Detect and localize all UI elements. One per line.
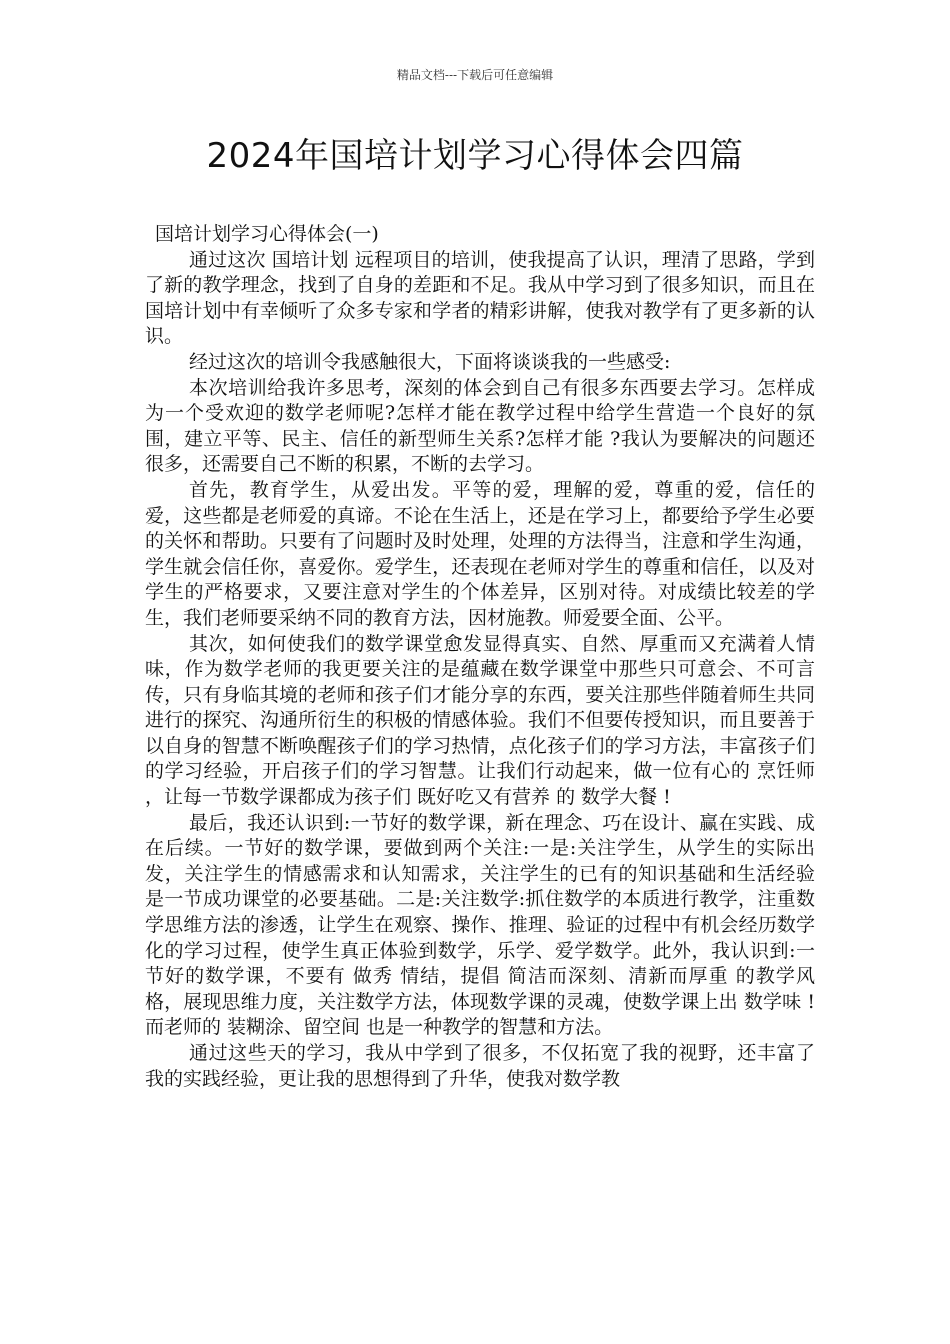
- paragraph: 通过这次 国培计划 远程项目的培训，使我提高了认识，理清了思路，学到了新的教学理念，找到了自身的差距和不足。我从中学习到了很多知识，而且在国培计划中有幸倾听了众多专家和学者的精彩讲解，使我对教学有了更多新的认识。: [145, 248, 815, 348]
- paragraph: 最后，我还认识到:一节好的数学课，新在理念、巧在设计、赢在实践、成在后续。一节好的数学课，要做到两个关注:一是:关注学生，从学生的实际出发，关注学生的情感需求和认知需求，关注学生的已有的知识基础和生活经验 是一节成功课堂的必要基础。二是:关注数学:抓住数学的本质进行教学，注重数学思维方法的渗透，让学生在观察、操作、推理、验证的过程中有机会经历数学化的学习过程，使学生真正体验到数学，乐学、爱学数学。此外，我认识到:一节好的数学课，不要有 做秀 情结，提倡 简洁而深刻、清新而厚重 的教学风格，展现思维力度，关注数学方法，体现数学课的灵魂，使数学课上出 数学味 !而老师的 装糊涂、留空间 也是一种教学的智慧和方法。: [145, 811, 815, 1039]
- paragraph: 其次，如何使我们的数学课堂愈发显得真实、自然、厚重而又充满着人情味，作为数学老师的我更要关注的是蕴藏在数学课堂中那些只可意会、不可言传，只有身临其境的老师和孩子们才能分享的东西，要关注那些伴随着师生共同进行的探究、沟通所衍生的积极的情感体验。我们不但要传授知识，而且要善于以自身的智慧不断唤醒孩子们的学习热情，点化孩子们的学习方法，丰富孩子们的学习经验，开启孩子们的学习智慧。让我们行动起来，做一位有心的 烹饪师 ，让每一节数学课都成为孩子们 既好吃又有营养 的 数学大餐 !: [145, 632, 815, 809]
- document-body: [145, 222, 815, 1092]
- paragraph: 通过这些天的学习，我从中学到了很多，不仅拓宽了我的视野，还丰富了我的实践经验，更让我的思想得到了升华，使我对数学教: [145, 1042, 815, 1090]
- paragraph: 本次培训给我许多思考，深刻的体会到自己有很多东西要去学习。怎样成为一个受欢迎的数学老师呢?怎样才能在教学过程中给学生营造一个良好的氛围，建立平等、民主、信任的新型师生关系?怎样才能 ?我认为要解决的问题还很多，还需要自己不断的积累，不断的去学习。: [145, 376, 815, 476]
- paragraph: 首先，教育学生，从爱出发。平等的爱，理解的爱，尊重的爱，信任的爱，这些都是老师爱的真谛。不论在生活上，还是在学习上，都要给予学生必要的关怀和帮助。只要有了问题时及时处理，处理的方法得当，注意和学生沟通，学生就会信任你，喜爱你。爱学生，还表现在老师对学生的尊重和信任，以及对学生的严格要求，又要注意对学生的个体差异，区别对待。对成绩比较差的学生，我们老师要采纳不同的教育方法，因材施教。师爱要全面、公平。: [145, 478, 815, 629]
- header-note: 精品文档---下载后可任意编辑: [396, 68, 554, 82]
- document-title: 2024年国培计划学习心得体会四篇: [206, 136, 744, 176]
- section-title: 国培计划学习心得体会(一): [155, 223, 379, 245]
- paragraph: 经过这次的培训令我感触很大，下面将谈谈我的一些感受:: [189, 350, 671, 373]
